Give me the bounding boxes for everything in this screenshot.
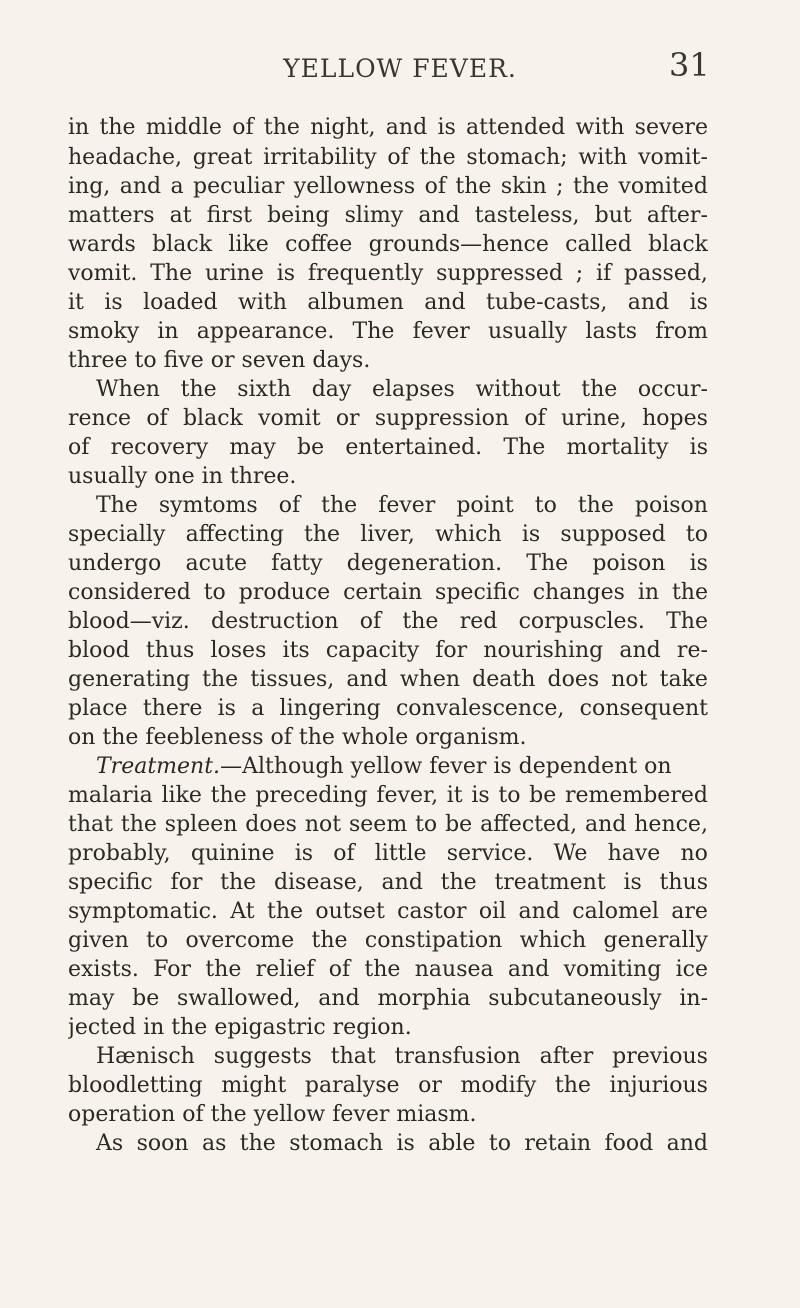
word: is — [104, 290, 123, 315]
text-line: usually one in three. — [68, 464, 297, 489]
word: be — [297, 435, 325, 460]
word: is — [396, 1131, 415, 1156]
word: the — [419, 145, 456, 170]
word: elapses — [371, 377, 455, 402]
word: nourishing — [483, 638, 604, 663]
word: For — [153, 957, 192, 982]
word: the — [402, 609, 439, 634]
word: paralyse — [304, 1073, 400, 1098]
treatment-line — [68, 752, 708, 782]
treatment-line-text: —Although yellow fever is dependent on — [220, 754, 672, 779]
word: is — [689, 551, 708, 576]
word: is — [276, 261, 296, 286]
word: occur- — [637, 377, 708, 402]
word: spleen — [164, 812, 238, 837]
word: called — [565, 232, 632, 257]
word: yellowness — [293, 174, 416, 199]
word: to — [488, 1131, 511, 1156]
word: tube-casts, — [485, 290, 608, 315]
word: the — [671, 580, 708, 605]
word: The — [526, 551, 569, 576]
word: loaded — [143, 290, 218, 315]
word: exists. — [68, 957, 139, 982]
paragraph-start-line — [68, 1129, 708, 1159]
word: Hænisch — [96, 1044, 195, 1069]
word: tasteless, — [474, 203, 580, 228]
word: or — [418, 1073, 442, 1098]
word: the — [180, 377, 217, 402]
text-line — [68, 926, 708, 956]
word: transfusion — [394, 1044, 521, 1069]
word: not — [304, 812, 342, 837]
text-line — [68, 810, 708, 840]
word: attended — [466, 115, 566, 140]
word: of — [359, 609, 382, 634]
word: the — [455, 174, 492, 199]
word: does — [245, 812, 297, 837]
word: the — [210, 783, 247, 808]
word: in — [157, 319, 179, 344]
word: like — [161, 783, 202, 808]
word: after — [539, 1044, 594, 1069]
text-line — [68, 955, 708, 985]
word: the — [364, 957, 401, 982]
word: which — [435, 522, 502, 547]
word: is — [689, 290, 708, 315]
word: after- — [646, 203, 708, 228]
word: and — [666, 1131, 708, 1156]
word: poison — [634, 493, 708, 518]
word: vomited — [618, 174, 708, 199]
word: great — [192, 145, 253, 170]
word: from — [655, 319, 708, 344]
text-line — [68, 694, 708, 724]
word: of — [424, 174, 446, 199]
word: symptomatic. — [68, 899, 218, 924]
word: may — [68, 986, 115, 1011]
word: symtoms — [158, 493, 258, 518]
word: appearance. — [196, 319, 335, 344]
word: smoky — [68, 319, 140, 344]
word: is — [623, 870, 642, 895]
running-header-title: YELLOW FEVER. — [283, 54, 517, 83]
word: frequently — [307, 261, 424, 286]
text-line — [68, 897, 708, 927]
text-line — [68, 172, 708, 202]
word: lasts — [585, 319, 637, 344]
word: the — [239, 1131, 276, 1156]
word: the — [304, 522, 341, 547]
word: and — [119, 174, 162, 199]
word: passed, — [624, 261, 708, 286]
word: convalescence, — [395, 696, 565, 721]
word: able — [428, 1131, 476, 1156]
word: soon — [136, 1131, 189, 1156]
word: in — [637, 580, 660, 605]
text-line: jected in the epigastric region. — [68, 1015, 412, 1040]
word: swallowed, — [177, 986, 301, 1011]
word: wards — [68, 232, 136, 257]
word: of — [524, 406, 546, 431]
word: which — [519, 928, 587, 953]
word: service. — [446, 841, 534, 866]
word: changes — [532, 580, 625, 605]
word: of — [333, 841, 355, 866]
word: to — [203, 580, 226, 605]
word: that — [68, 812, 113, 837]
word: are — [671, 899, 708, 924]
word: The — [150, 261, 193, 286]
text-line — [68, 1071, 708, 1101]
word: is — [471, 783, 490, 808]
word: The — [503, 435, 546, 460]
word: We — [553, 841, 588, 866]
word: disease, — [273, 870, 364, 895]
word: the — [205, 957, 242, 982]
word: At — [230, 899, 255, 924]
text-line — [68, 433, 708, 463]
word: to — [415, 812, 438, 837]
word: undergo — [68, 551, 162, 576]
word: previous — [612, 1044, 708, 1069]
word: is — [294, 841, 314, 866]
word: the — [577, 493, 614, 518]
word: with — [578, 145, 628, 170]
word: fever — [378, 493, 436, 518]
word: black — [648, 232, 708, 257]
word: capacity — [325, 638, 420, 663]
word: loses — [210, 638, 267, 663]
word: remembered — [564, 783, 708, 808]
word: skin — [500, 174, 547, 199]
word: the — [99, 115, 136, 140]
word: affecting — [185, 522, 284, 547]
word: the — [263, 115, 300, 140]
word: morphia — [377, 986, 471, 1011]
word: The — [666, 609, 708, 634]
word: is — [437, 115, 456, 140]
word: produce — [238, 580, 331, 605]
word: mortality — [566, 435, 669, 460]
word: at — [169, 203, 192, 228]
word: overcome — [185, 928, 295, 953]
word: acute — [185, 551, 247, 576]
word: its — [282, 638, 310, 663]
word: but — [594, 203, 632, 228]
text-line — [68, 868, 708, 898]
word: grounds—hence — [368, 232, 549, 257]
word: and — [424, 290, 466, 315]
word: of — [68, 435, 90, 460]
word: the — [220, 870, 257, 895]
word: matters — [68, 203, 155, 228]
word: corpuscles. — [518, 609, 645, 634]
word: treatment — [494, 870, 606, 895]
word: stomach — [289, 1131, 384, 1156]
word: take — [659, 667, 708, 692]
word: of — [232, 115, 254, 140]
word: suppressed — [436, 261, 563, 286]
word: there — [142, 696, 203, 721]
word: fever — [412, 319, 470, 344]
word: of — [328, 957, 351, 982]
paragraph-start-line — [68, 1042, 708, 1072]
word: generating — [68, 667, 191, 692]
word: ing, — [68, 174, 111, 199]
text-line — [68, 839, 708, 869]
word: When — [96, 377, 160, 402]
word: and — [584, 812, 627, 837]
word: suggests — [213, 1044, 312, 1069]
text-line: on the feebleness of the whole organism. — [68, 725, 527, 750]
word: and — [507, 957, 550, 982]
word: re- — [676, 638, 708, 663]
word: entertained. — [345, 435, 483, 460]
word: it — [68, 290, 84, 315]
text-line — [68, 984, 708, 1014]
word: degeneration. — [346, 551, 503, 576]
word: the — [120, 812, 157, 837]
word: supposed — [560, 522, 666, 547]
word: is — [217, 696, 236, 721]
word: is — [521, 522, 541, 547]
word: As — [96, 1131, 124, 1156]
word: being — [267, 203, 330, 228]
word: specific — [68, 870, 153, 895]
word: ice — [675, 957, 708, 982]
word: blood—viz. — [68, 609, 190, 634]
word: red — [459, 609, 498, 634]
word: malaria — [68, 783, 153, 808]
word: injurious — [609, 1073, 708, 1098]
text-line — [68, 259, 708, 289]
word: tissues, — [250, 667, 335, 692]
word: consequent — [579, 696, 708, 721]
word: and — [619, 638, 661, 663]
word: rence — [68, 406, 132, 431]
word: to — [534, 493, 557, 518]
word: ; — [556, 174, 564, 199]
word: be — [132, 986, 160, 1011]
word: retain — [524, 1131, 592, 1156]
text-line: operation of the yellow fever miasm. — [68, 1102, 477, 1127]
word: of — [146, 406, 168, 431]
word: urine, — [560, 406, 627, 431]
word: nausea — [414, 957, 494, 982]
word: albumen — [307, 290, 404, 315]
word: subcutaneously — [488, 986, 662, 1011]
word: and — [381, 870, 423, 895]
word: ; — [575, 261, 584, 286]
word: affected, — [480, 812, 578, 837]
word: and — [627, 290, 670, 315]
word: outset — [315, 899, 385, 924]
word: for — [435, 638, 468, 663]
word: lingering — [279, 696, 381, 721]
word: a — [170, 174, 184, 199]
text-line — [68, 113, 708, 143]
word: and — [318, 986, 360, 1011]
word: vomit — [258, 406, 321, 431]
text-line — [68, 781, 708, 811]
paragraph-start-line — [68, 375, 708, 405]
text-line — [68, 143, 708, 173]
word: recovery — [110, 435, 209, 460]
word: a — [251, 696, 265, 721]
text-line — [68, 607, 708, 637]
word: castor — [397, 899, 467, 924]
word: death — [472, 667, 536, 692]
word: poison — [592, 551, 666, 576]
word: sixth — [237, 377, 292, 402]
word: black — [152, 232, 213, 257]
word: fatty — [271, 551, 323, 576]
word: place — [68, 696, 128, 721]
word: coffee — [285, 232, 353, 257]
text-line — [68, 288, 708, 318]
word: with — [238, 290, 287, 315]
word: destruction — [211, 609, 339, 634]
word: irritability — [263, 145, 377, 170]
word: peculiar — [193, 174, 285, 199]
word: hence, — [634, 812, 708, 837]
word: suppression — [374, 406, 510, 431]
page-number: 31 — [669, 46, 710, 84]
word: quinine — [190, 841, 275, 866]
text-line — [68, 317, 708, 347]
word: considered — [68, 580, 191, 605]
word: may — [229, 435, 276, 460]
word: the — [202, 667, 239, 692]
word: like — [228, 232, 269, 257]
word: oil — [478, 899, 507, 924]
word: generally — [603, 928, 708, 953]
word: with — [575, 115, 625, 140]
word: specific — [435, 580, 520, 605]
word: in- — [679, 986, 708, 1011]
word: and — [346, 667, 388, 692]
word: vomiting — [563, 957, 662, 982]
text-line — [68, 201, 708, 231]
word: day — [311, 377, 352, 402]
word: without — [475, 377, 561, 402]
word: of — [387, 145, 409, 170]
word: thus — [659, 870, 708, 895]
word: given — [68, 928, 129, 953]
word: no — [680, 841, 708, 866]
word: is — [689, 435, 708, 460]
word: if — [596, 261, 612, 286]
word: the — [311, 928, 348, 953]
word: hopes — [642, 406, 708, 431]
word: fever, — [376, 783, 439, 808]
word: vomit. — [68, 261, 138, 286]
word: not — [611, 667, 648, 692]
word: and — [385, 115, 428, 140]
word: to — [498, 783, 521, 808]
word: the — [440, 870, 477, 895]
word: when — [399, 667, 461, 692]
word: slimy — [344, 203, 404, 228]
word: be — [445, 812, 473, 837]
word: does — [547, 667, 600, 692]
word: specially — [68, 522, 166, 547]
word: usually — [487, 319, 568, 344]
word: The — [96, 493, 138, 518]
word: it — [446, 783, 463, 808]
text-line: three to five or seven days. — [68, 348, 371, 373]
word: stomach; — [466, 145, 568, 170]
word: be — [529, 783, 557, 808]
text-line — [68, 549, 708, 579]
word: as — [201, 1131, 227, 1156]
word: food — [604, 1131, 654, 1156]
word: urine — [204, 261, 264, 286]
word: severe — [634, 115, 708, 140]
word: little — [374, 841, 427, 866]
word: first — [206, 203, 252, 228]
text-line — [68, 520, 708, 550]
word: to — [685, 522, 708, 547]
word: black — [182, 406, 243, 431]
word: the — [266, 899, 304, 924]
word: bloodletting — [68, 1073, 203, 1098]
word: modify — [460, 1073, 537, 1098]
text-line — [68, 404, 708, 434]
word: preceding — [255, 783, 368, 808]
word: middle — [145, 115, 222, 140]
word: the — [321, 493, 358, 518]
text-line — [68, 636, 708, 666]
word: the — [581, 377, 618, 402]
word: point — [456, 493, 514, 518]
word: calomel — [572, 899, 659, 924]
text-line — [68, 578, 708, 608]
word: and — [518, 899, 560, 924]
word: have — [607, 841, 661, 866]
text-line — [68, 665, 708, 695]
word: to — [146, 928, 169, 953]
word: that — [330, 1044, 376, 1069]
word: constipation — [364, 928, 503, 953]
word: thus — [145, 638, 195, 663]
word: vomit- — [638, 145, 708, 170]
word: relief — [255, 957, 315, 982]
word: night, — [310, 115, 376, 140]
word: liver, — [360, 522, 415, 547]
word: the — [554, 1073, 591, 1098]
paragraph-start-line — [68, 491, 708, 521]
word: for — [170, 870, 203, 895]
word: The — [352, 319, 395, 344]
word: and — [418, 203, 460, 228]
word: seem — [348, 812, 408, 837]
word: blood — [68, 638, 130, 663]
word: might — [221, 1073, 287, 1098]
word: headache, — [68, 145, 183, 170]
treatment-heading: Treatment. — [96, 754, 221, 779]
word: of — [278, 493, 301, 518]
word: in — [68, 115, 90, 140]
word: or — [335, 406, 360, 431]
word: probably, — [68, 841, 171, 866]
text-line — [68, 230, 708, 260]
word: the — [572, 174, 609, 199]
word: certain — [343, 580, 423, 605]
